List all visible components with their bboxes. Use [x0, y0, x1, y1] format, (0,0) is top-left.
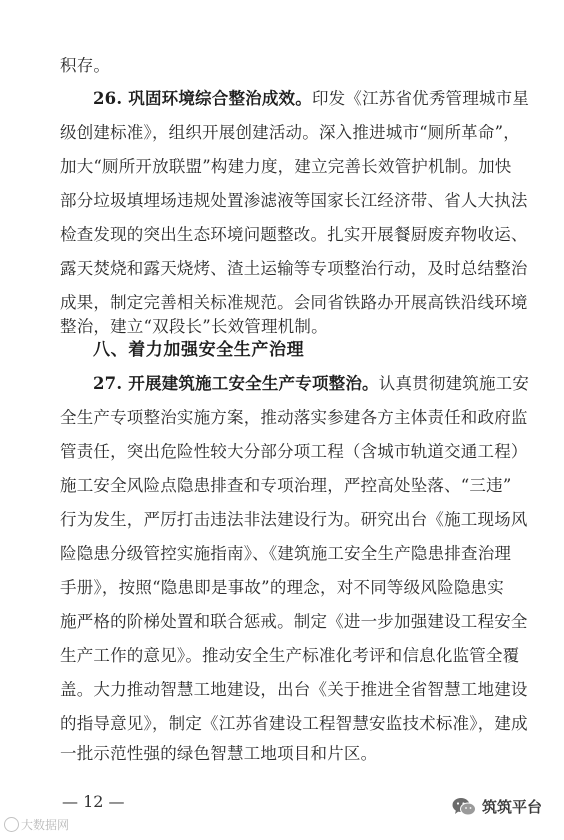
- text-line: 的指导意见》，制定《江苏省建设工程智慧安监技术标准》，建成: [60, 714, 528, 733]
- text-line: 整治，建立“双段长”长效管理机制。: [60, 317, 328, 336]
- text-line: 盖。大力推动智慧工地建设，出台《关于推进全省智慧工地建设: [60, 680, 528, 699]
- page-number: — 12 —: [62, 792, 125, 811]
- brand-badge[interactable]: [452, 796, 542, 817]
- text-line: 行为发生，严厉打击违法非法建设行为。研究出台《施工现场风: [60, 510, 528, 529]
- watermark-logo-icon: [4, 817, 19, 832]
- text-line: 一批示范性强的绿色智慧工地项目和片区。: [60, 744, 378, 763]
- text-line: 检查发现的突出生态环境问题整改。扎实开展餐厨废弃物收运、: [60, 225, 528, 244]
- text-line: 积存。: [60, 56, 111, 75]
- text-line: 施工安全风险点隐患排查和专项治理，严控高处坠落、“三违”: [60, 476, 512, 495]
- text-line: 露天焚烧和露天烧烤、渣土运输等专项整治行动，及时总结整治: [60, 259, 528, 278]
- item-lead: 26. 巩固环境综合整治成效。: [93, 89, 312, 108]
- text-line: 施严格的阶梯处置和联合惩戒。制定《进一步加强建设工程安全: [60, 612, 528, 631]
- text-line: 部分垃圾填埋场违规处置渗滤液等国家长江经济带、省人大执法: [60, 191, 528, 210]
- text-line: 成果，制定完善相关标准规范。会同省铁路办开展高铁沿线环境: [60, 293, 528, 312]
- text-line: 27. 开展建筑施工安全生产专项整治。认真贯彻建筑施工安: [93, 374, 530, 393]
- text-line: 生产工作的意见》。推动安全生产标准化考评和信息化监管全覆: [60, 646, 520, 665]
- text-line: 级创建标准》，组织开展创建活动。深入推进城市“厕所革命”，: [60, 123, 520, 142]
- brand-name: 筑筑平台: [482, 798, 543, 816]
- section-heading: 八、着力加强安全生产治理: [93, 340, 305, 360]
- text-line: 全生产专项整治实施方案，推动落实参建各方主体责任和政府监: [60, 408, 528, 427]
- item-lead: 27. 开展建筑施工安全生产专项整治。: [93, 374, 379, 393]
- text-line: 手册》，按照“隐患即是事故”的理念，对不同等级风险隐患实: [60, 578, 504, 597]
- text-line: 26. 巩固环境综合整治成效。印发《江苏省优秀管理城市星: [93, 89, 530, 108]
- text-line: 加大“厕所开放联盟”构建力度，建立完善长效管护机制。加快: [60, 157, 512, 176]
- text-line: 险隐患分级管控实施指南》、《建筑施工安全生产隐患排查治理: [60, 544, 512, 563]
- wechat-logo-icon: [452, 797, 476, 817]
- watermark: 大数据网: [4, 816, 69, 833]
- text-line: 管责任，突出危险性较大分部分项工程（含城市轨道交通工程）: [60, 442, 528, 461]
